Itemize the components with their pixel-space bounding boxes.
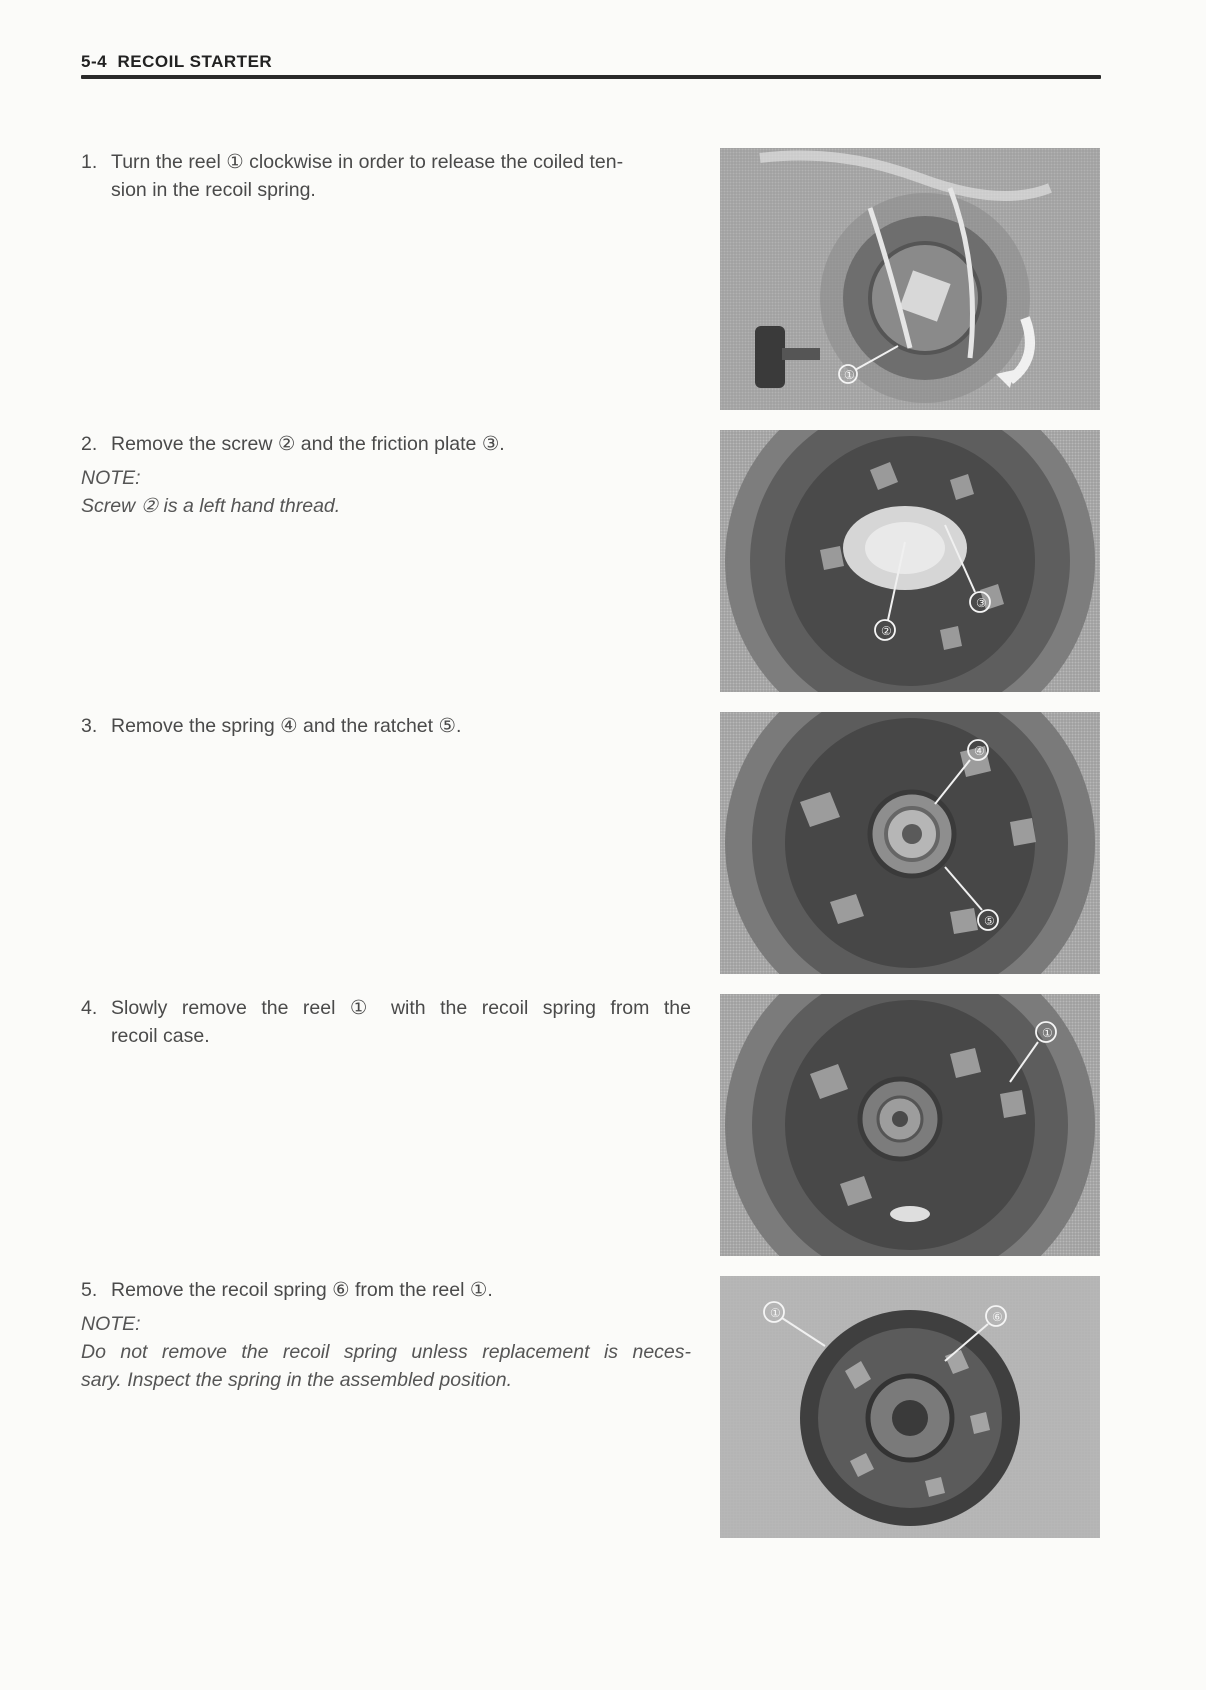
note-label: NOTE: bbox=[81, 467, 141, 489]
photo-3-illustration bbox=[720, 712, 1100, 974]
photo-4-illustration bbox=[720, 994, 1100, 1256]
step-text: Remove the screw ② and the friction plate ③. bbox=[111, 433, 505, 455]
step-5 bbox=[81, 1276, 691, 1394]
step-number: 4. bbox=[81, 997, 98, 1019]
header-rule bbox=[81, 75, 1101, 79]
photo-reel-removal bbox=[720, 994, 1100, 1256]
callout-1: ① bbox=[1042, 1026, 1053, 1040]
section-title: RECOIL STARTER bbox=[117, 52, 273, 71]
callout-5: ⑤ bbox=[984, 914, 995, 928]
callout-1: ① bbox=[844, 368, 855, 382]
step-text: Remove the spring ④ and the ratchet ⑤. bbox=[111, 715, 462, 737]
photo-reel-spring bbox=[720, 1276, 1100, 1538]
page-header bbox=[81, 48, 1101, 80]
photo-friction-plate bbox=[720, 430, 1100, 692]
step-text-line: recoil case. bbox=[111, 1025, 210, 1047]
callout-3: ③ bbox=[976, 596, 987, 610]
callout-2: ② bbox=[881, 624, 892, 638]
note-label: NOTE: bbox=[81, 1313, 141, 1335]
photo-1-illustration bbox=[720, 148, 1100, 410]
step-4 bbox=[81, 994, 691, 1050]
step-3 bbox=[81, 712, 691, 740]
photo-5-illustration bbox=[720, 1276, 1100, 1538]
photo-reel-in-case bbox=[720, 148, 1100, 410]
callout-4: ④ bbox=[974, 744, 985, 758]
note-text-line: sary. Inspect the spring in the assembled position. bbox=[81, 1369, 513, 1391]
note-text: Screw ② is a left hand thread. bbox=[81, 495, 341, 517]
step-number: 2. bbox=[81, 433, 98, 455]
header-title bbox=[81, 52, 272, 72]
photo-spring-ratchet bbox=[720, 712, 1100, 974]
step-text-line: Slowly remove the reel ① with the recoil spring from the bbox=[111, 997, 691, 1019]
callout-1: ① bbox=[770, 1306, 781, 1320]
step-text-line: Turn the reel ① clockwise in order to release the coiled ten- bbox=[111, 151, 624, 173]
step-number: 5. bbox=[81, 1279, 98, 1301]
page-number: 5-4 bbox=[81, 52, 108, 71]
step-number: 1. bbox=[81, 151, 98, 173]
callout-6: ⑥ bbox=[992, 1310, 1003, 1324]
note-text-line: Do not remove the recoil spring unless replacement is neces- bbox=[81, 1341, 691, 1363]
step-text-line: sion in the recoil spring. bbox=[111, 179, 316, 201]
photo-2-illustration bbox=[720, 430, 1100, 692]
step-1 bbox=[81, 148, 691, 204]
step-number: 3. bbox=[81, 715, 98, 737]
step-text: Remove the recoil spring ⑥ from the reel ①. bbox=[111, 1279, 493, 1301]
step-2 bbox=[81, 430, 691, 520]
